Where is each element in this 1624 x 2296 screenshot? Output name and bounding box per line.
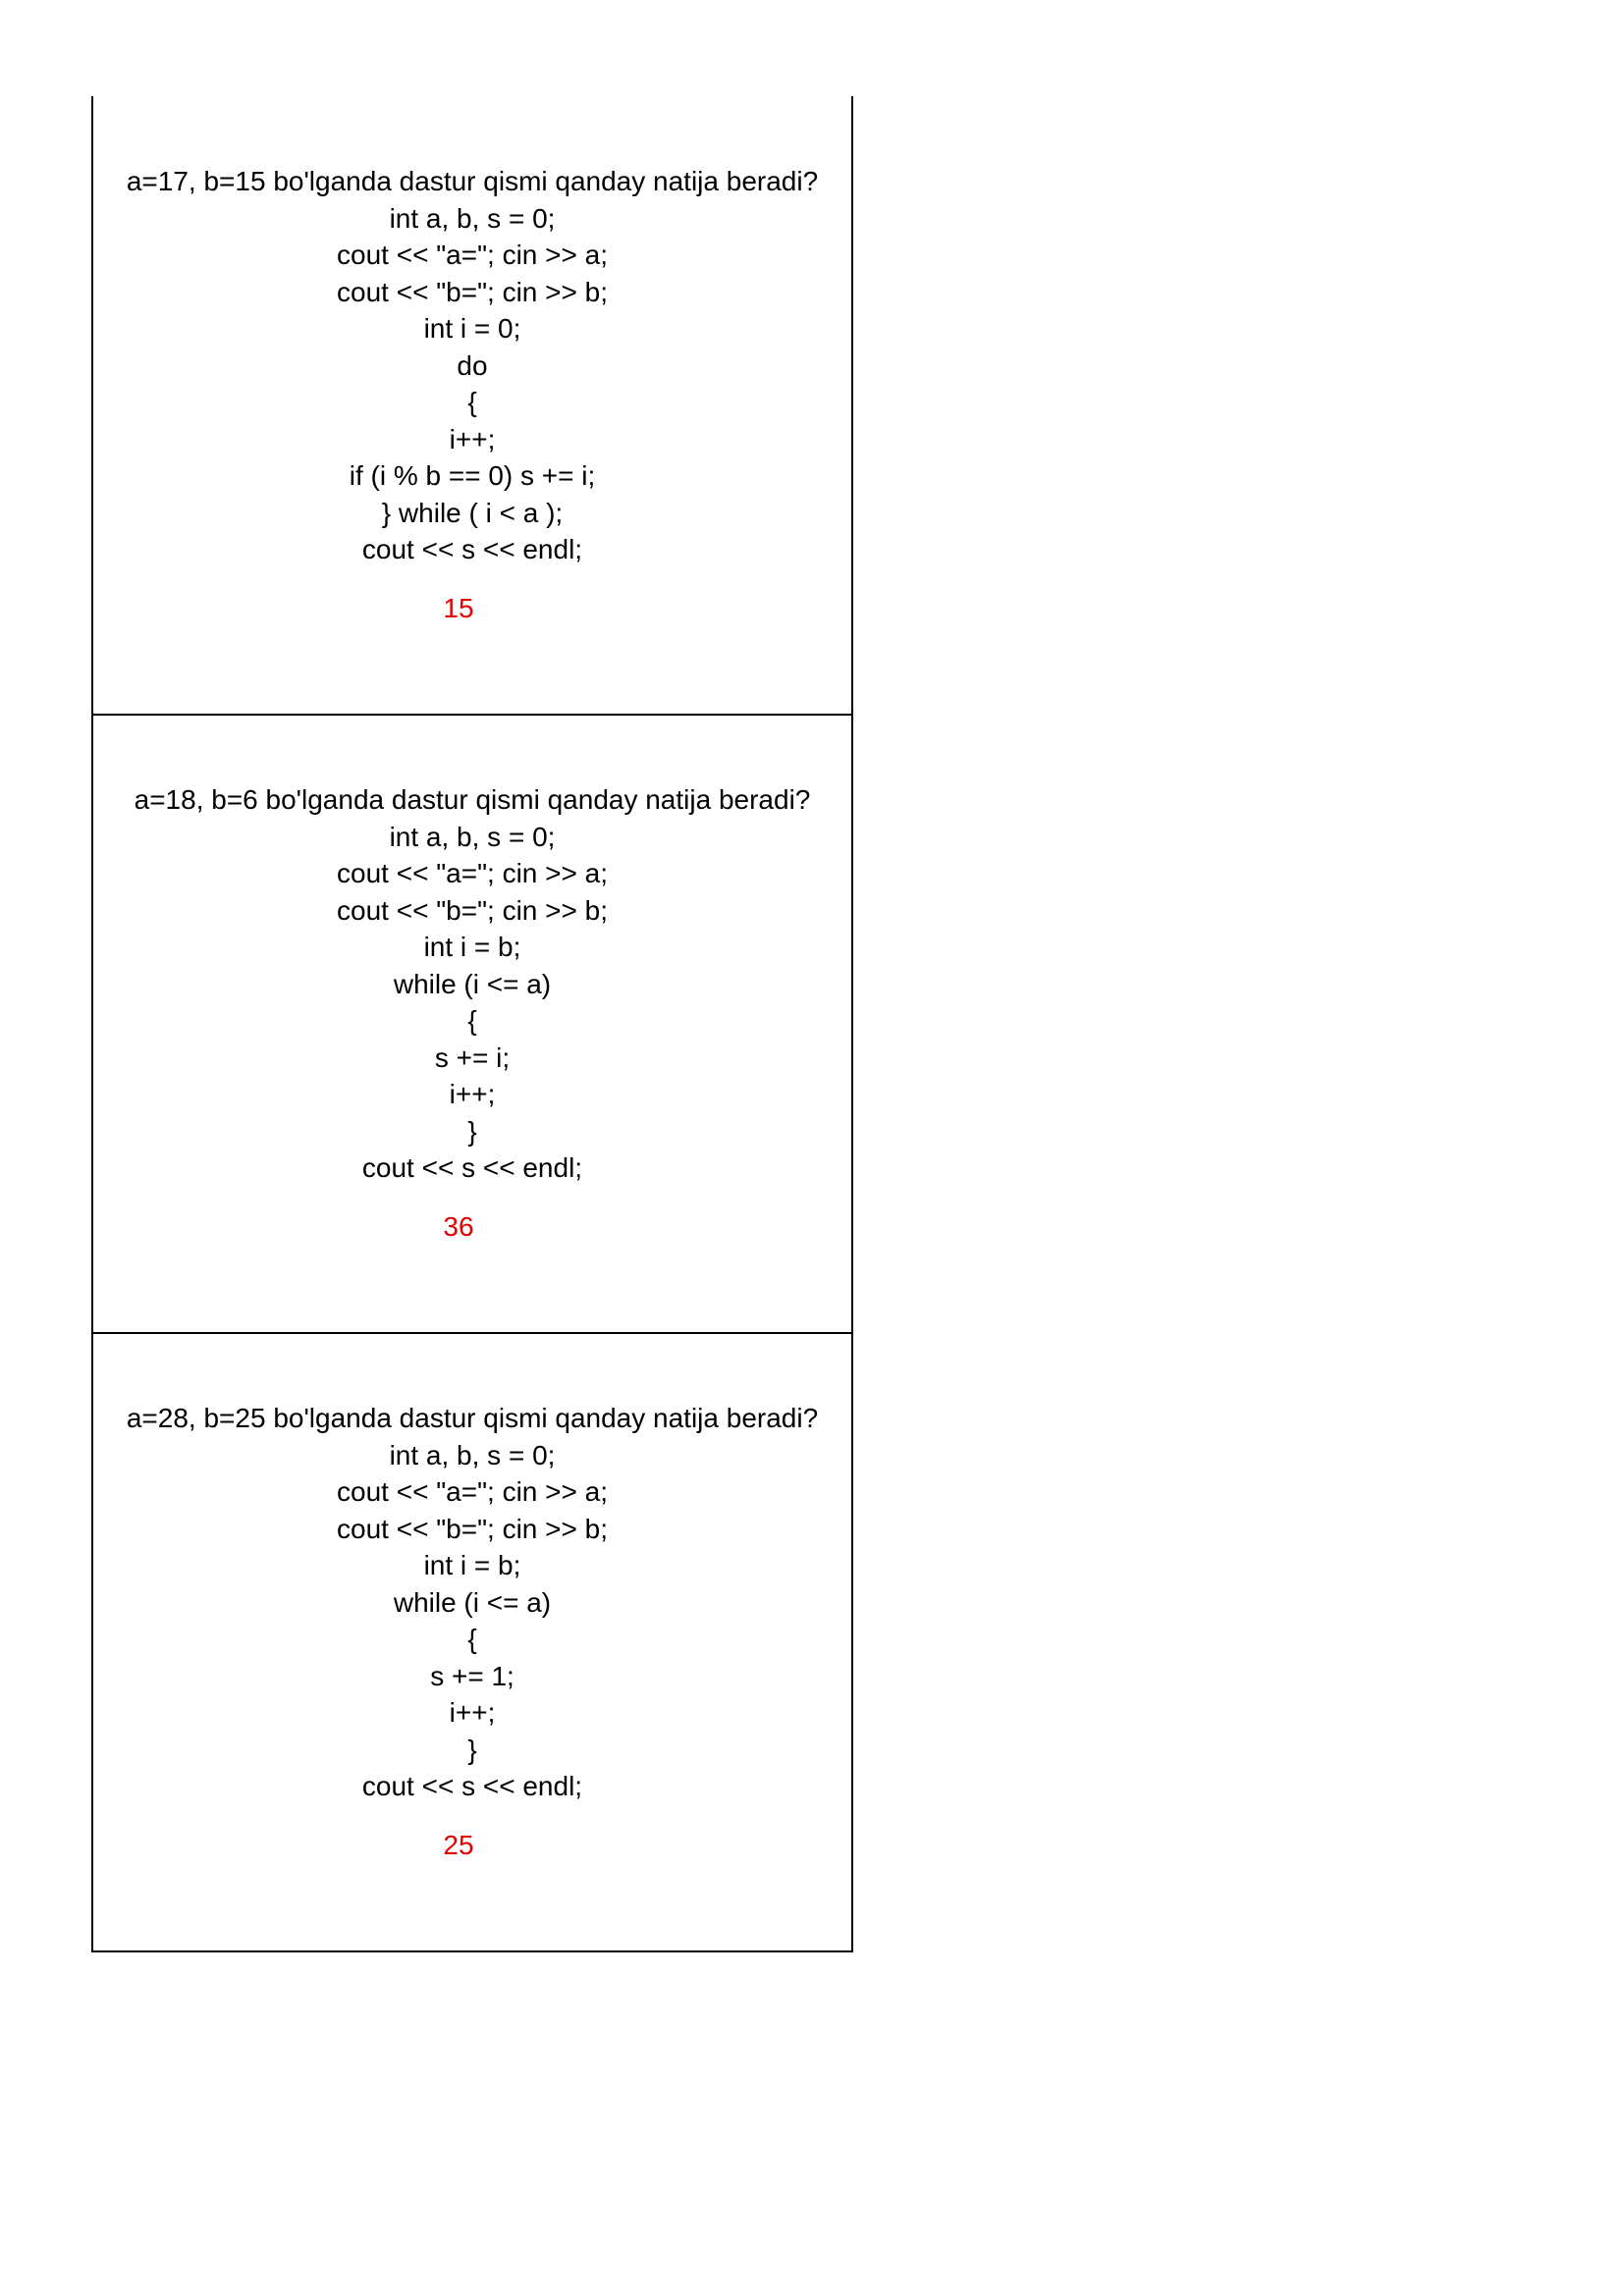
code-line: int i = b; — [423, 932, 521, 962]
question-text: a=18, b=6 bo'lganda dastur qismi qanday natija beradi? — [134, 784, 811, 815]
question-cell-1 — [93, 96, 851, 716]
code-line: } while ( i < a ); — [381, 497, 564, 528]
code-line: s += 1; — [430, 1660, 514, 1691]
code-line: cout << s << endl; — [361, 1771, 583, 1801]
question-content — [93, 163, 851, 626]
code-line: int a, b, s = 0; — [389, 821, 556, 852]
code-line: } — [467, 1734, 477, 1765]
code-line: while (i <= a) — [393, 968, 552, 999]
questions-table — [91, 96, 853, 1952]
question-text: a=28, b=25 bo'lganda dastur qismi qanday natija beradi? — [126, 1403, 819, 1433]
code-line: cout << "b="; cin >> b; — [337, 276, 608, 307]
code-line: i++; — [449, 423, 496, 454]
code-line: i++; — [449, 1079, 496, 1109]
code-line: cout << "a="; cin >> a; — [337, 240, 608, 270]
question-content — [93, 1400, 851, 1863]
code-line: cout << "a="; cin >> a; — [337, 1476, 608, 1507]
code-line: { — [467, 1005, 477, 1036]
code-line: i++; — [449, 1697, 496, 1728]
code-line: int a, b, s = 0; — [389, 202, 556, 234]
code-line: cout << "b="; cin >> b; — [337, 894, 608, 926]
code-line: { — [467, 387, 477, 417]
code-line: if (i % b == 0) s += i; — [349, 460, 596, 491]
code-line: cout << "a="; cin >> a; — [337, 858, 608, 888]
question-cell-3 — [93, 1334, 851, 1952]
code-line: cout << "b="; cin >> b; — [337, 1513, 608, 1544]
code-line: s += i; — [434, 1041, 511, 1073]
code-line: int a, b, s = 0; — [389, 1439, 556, 1470]
code-line: } — [467, 1115, 477, 1147]
answer-value: 15 — [443, 592, 474, 623]
question-text: a=17, b=15 bo'lganda dastur qismi qanday natija beradi? — [126, 166, 819, 196]
code-line: int i = b; — [423, 1550, 521, 1580]
answer-value: 25 — [443, 1829, 474, 1860]
code-line: cout << s << endl; — [361, 1152, 583, 1183]
question-content — [93, 781, 851, 1245]
code-line: do — [457, 349, 488, 381]
code-line: while (i <= a) — [393, 1586, 552, 1618]
code-line: cout << s << endl; — [361, 534, 583, 564]
code-line: int i = 0; — [423, 313, 521, 344]
code-line: { — [467, 1624, 477, 1654]
question-cell-2 — [93, 716, 851, 1334]
answer-value: 36 — [443, 1210, 474, 1242]
